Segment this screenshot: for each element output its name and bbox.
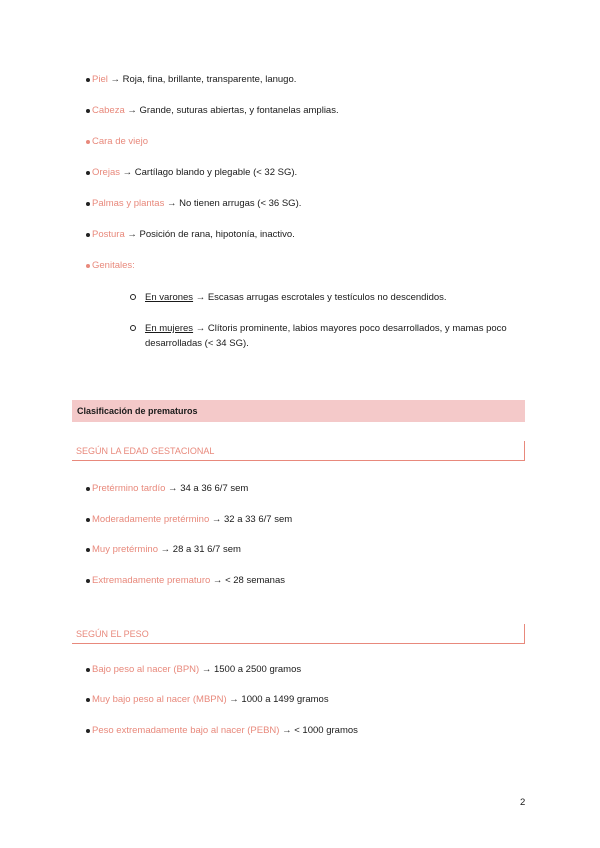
bullet-icon xyxy=(86,171,90,175)
list-item xyxy=(92,543,241,557)
item-term: Genitales: xyxy=(92,260,135,271)
bullet-icon xyxy=(86,233,90,237)
sub-item-text: Escasas arrugas escrotales y testículos no descendidos. xyxy=(207,292,447,303)
page-number: 2 xyxy=(520,797,526,808)
list-item xyxy=(92,724,358,738)
list-item xyxy=(92,135,148,149)
list-item xyxy=(92,73,296,87)
sub-item-arrow: → xyxy=(193,292,208,303)
sub-list-item xyxy=(145,290,515,305)
item-term: Bajo peso al nacer (BPN) xyxy=(92,664,200,675)
item-term: Extremadamente prematuro xyxy=(92,575,211,586)
bullet-icon xyxy=(86,518,90,522)
item-term: Peso extremadamente bajo al nacer (PEBN) xyxy=(92,725,280,736)
item-arrow: → xyxy=(279,725,295,736)
item-arrow: → xyxy=(210,575,226,586)
sub-item-text: Clítoris prominente, labios mayores poco desarrollados, y mamas poco desarrolladas (< 34 SG). xyxy=(145,323,507,349)
item-text: Cartílago blando y plegable (< 32 SG). xyxy=(134,167,298,178)
item-arrow: → xyxy=(107,74,123,85)
item-term: Piel xyxy=(92,74,108,85)
item-term: Muy bajo peso al nacer (MBPN) xyxy=(92,694,227,705)
sub-item-arrow: → xyxy=(193,323,208,334)
bullet-icon xyxy=(86,78,90,82)
circle-bullet-icon xyxy=(130,325,136,331)
item-text: 32 a 33 6/7 sem xyxy=(224,514,293,525)
bullet-icon xyxy=(86,729,90,733)
item-arrow: → xyxy=(164,198,180,209)
item-term: Palmas y plantas xyxy=(92,198,165,209)
bullet-icon xyxy=(86,548,90,552)
list-item xyxy=(92,513,292,527)
bullet-icon xyxy=(86,668,90,672)
sub-item-label: En mujeres xyxy=(145,323,194,334)
bullet-icon xyxy=(86,698,90,702)
item-text: No tienen arrugas (< 36 SG). xyxy=(179,198,302,209)
item-text: 1500 a 2500 gramos xyxy=(213,664,302,675)
item-arrow: → xyxy=(209,514,225,525)
item-text: Roja, fina, brillante, transparente, lanugo. xyxy=(122,74,297,85)
item-text: Grande, suturas abiertas, y fontanelas amplias. xyxy=(139,105,339,116)
item-arrow: → xyxy=(158,544,173,555)
bullet-icon xyxy=(86,579,90,583)
item-term: Cara de viejo xyxy=(92,136,148,147)
item-arrow: → xyxy=(226,694,242,705)
circle-bullet-icon xyxy=(130,294,136,300)
list-item xyxy=(92,104,339,118)
list-item xyxy=(92,574,285,588)
item-term: Pretérmino tardío xyxy=(92,483,166,494)
list-item xyxy=(92,693,329,707)
sub-list-item xyxy=(145,321,515,351)
item-text: < 28 semanas xyxy=(225,575,286,586)
list-item xyxy=(92,228,295,242)
section-title: Clasificación de prematuros xyxy=(72,400,525,422)
list-item xyxy=(92,482,248,496)
sub-item-label: En varones xyxy=(145,292,194,303)
item-text: Posición de rana, hipotonía, inactivo. xyxy=(139,229,295,240)
item-arrow: → xyxy=(199,664,214,675)
item-text: 1000 a 1499 gramos xyxy=(241,694,329,705)
item-text: < 1000 gramos xyxy=(294,725,358,736)
item-term: Cabeza xyxy=(92,105,125,116)
sub-heading-peso: SEGÚN EL PESO xyxy=(72,624,525,644)
item-arrow: → xyxy=(165,483,181,494)
item-text: 34 a 36 6/7 sem xyxy=(180,483,249,494)
item-term: Muy pretérmino xyxy=(92,544,158,555)
item-arrow: → xyxy=(119,167,135,178)
item-term: Orejas xyxy=(92,167,120,178)
item-term: Postura xyxy=(92,229,125,240)
bullet-icon xyxy=(86,264,90,268)
bullet-icon xyxy=(86,109,90,113)
item-arrow: → xyxy=(124,229,140,240)
list-item xyxy=(92,259,135,273)
item-term: Moderadamente pretérmino xyxy=(92,514,210,525)
list-item xyxy=(92,166,297,180)
bullet-icon xyxy=(86,140,90,144)
sub-heading-edad: SEGÚN LA EDAD GESTACIONAL xyxy=(72,441,525,461)
bullet-icon xyxy=(86,487,90,491)
list-item xyxy=(92,663,301,677)
item-text: 28 a 31 6/7 sem xyxy=(172,544,241,555)
bullet-icon xyxy=(86,202,90,206)
item-arrow: → xyxy=(124,105,140,116)
list-item xyxy=(92,197,301,211)
